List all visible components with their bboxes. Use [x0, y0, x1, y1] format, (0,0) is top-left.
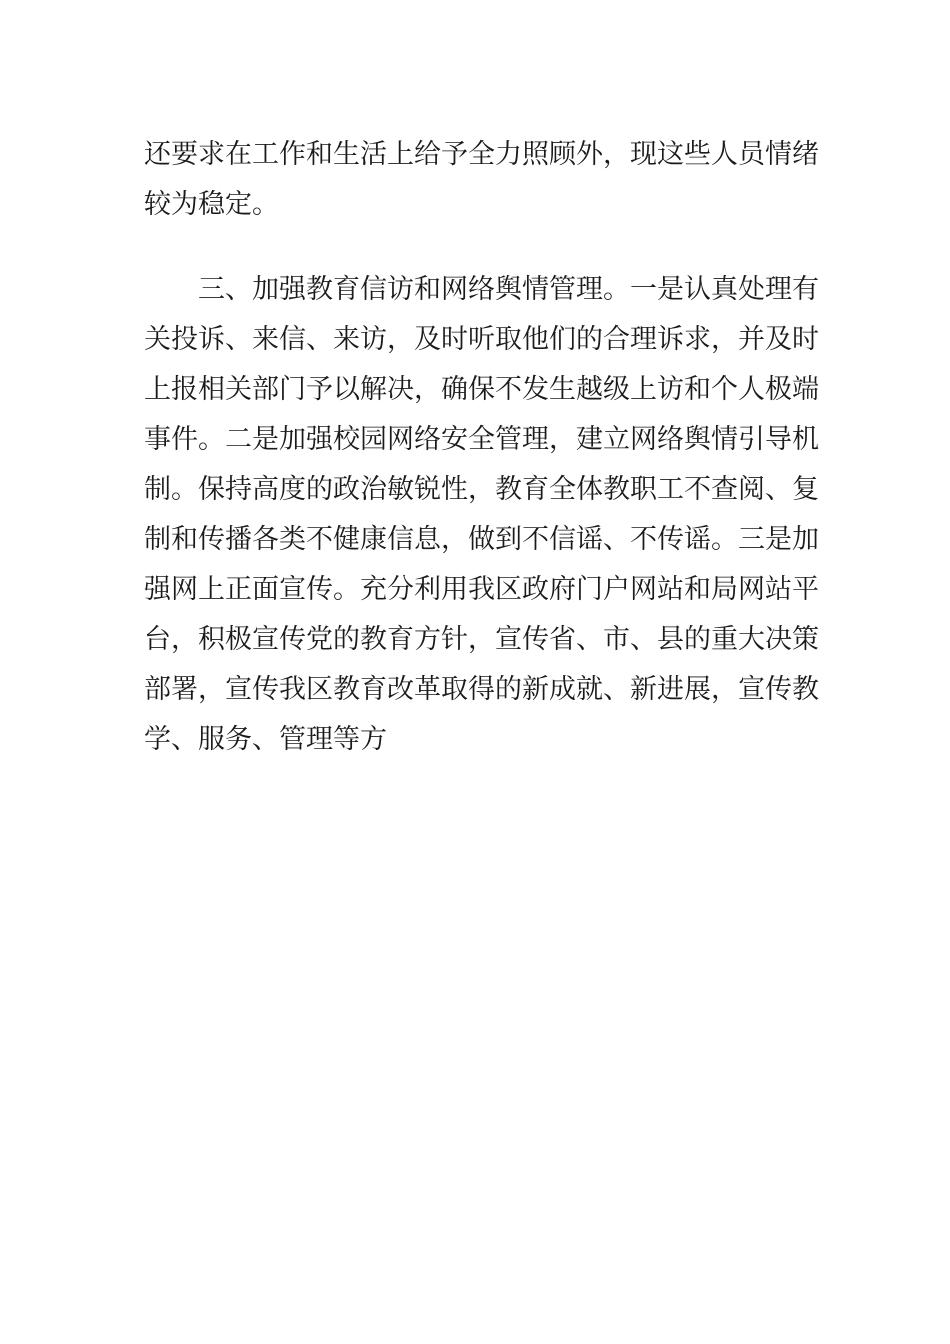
text-line: 关投诉、来信、来访，及时听取他们的合理诉求，并及时 — [144, 324, 819, 355]
text-line: 较为稳定。 — [144, 189, 279, 220]
text-line: 上报相关部门予以解决，确保不发生越级上访和个人极端 — [144, 374, 819, 405]
text-line: 事件。二是加强校园网络安全管理，建立网络舆情引导机 — [144, 424, 819, 455]
text-line: 台，积极宣传党的教育方针，宣传省、市、县的重大决策 — [144, 624, 819, 655]
paragraph-section-three — [144, 265, 819, 765]
paragraph-continuation — [144, 130, 819, 230]
text-line: 三、加强教育信访和网络舆情管理。一是认真处理有 — [198, 274, 819, 305]
text-line: 部署，宣传我区教育改革取得的新成就、新进展，宣传教 — [144, 674, 819, 705]
text-line: 制和传播各类不健康信息，做到不信谣、不传谣。三是加 — [144, 524, 819, 555]
text-line: 还要求在工作和生活上给予全力照顾外，现这些人员情绪 — [144, 139, 819, 170]
text-line: 学、服务、管理等方 — [144, 724, 387, 755]
text-line: 制。保持高度的政治敏锐性，教育全体教职工不查阅、复 — [144, 474, 819, 505]
text-line: 强网上正面宣传。充分利用我区政府门户网站和局网站平 — [144, 574, 819, 605]
